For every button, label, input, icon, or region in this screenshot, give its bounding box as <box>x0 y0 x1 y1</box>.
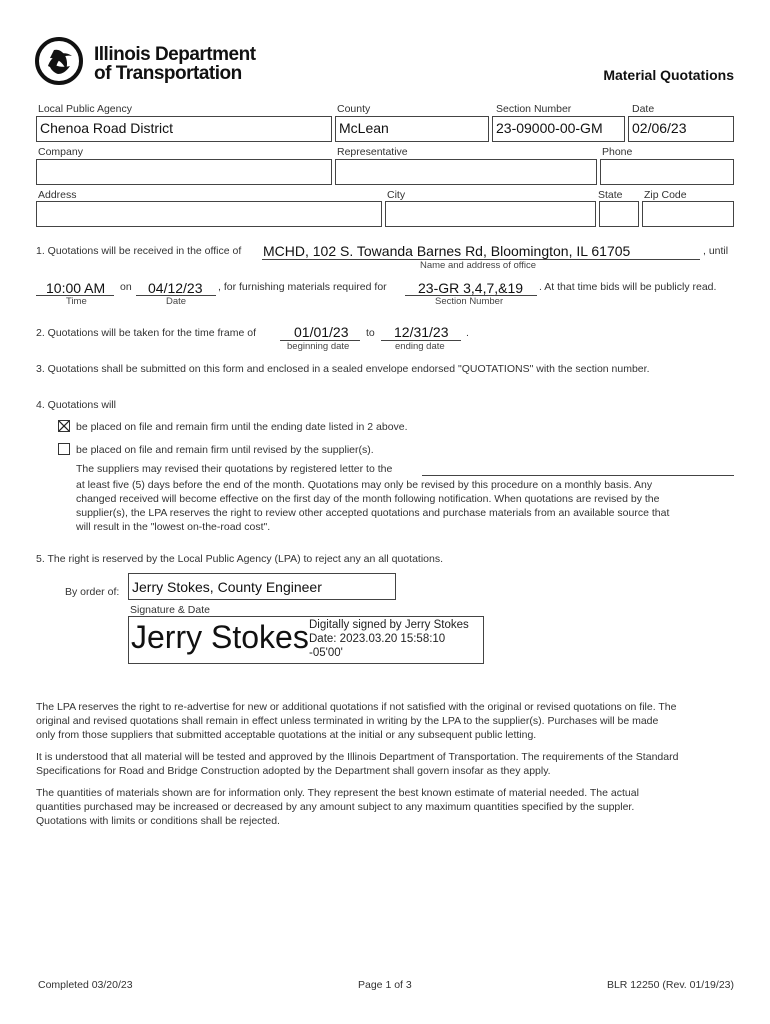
label-phone: Phone <box>602 146 633 158</box>
phone-field[interactable] <box>600 159 734 185</box>
revise-line2: at least five (5) days before the end of the month. Quotations may only be revised by this procedure on a monthly basis. Any <box>76 479 653 491</box>
date-value: 02/06/23 <box>632 120 687 136</box>
item1-text: 1. Quotations will be received in the office of <box>36 245 242 257</box>
paragraph-testing <box>36 750 736 778</box>
office-caption: Name and address of office <box>420 260 537 271</box>
label-address: Address <box>38 189 77 201</box>
digital-signature-line1: Digitally signed by Jerry Stokes <box>309 619 469 631</box>
address-field[interactable] <box>36 201 382 227</box>
by-order-label: By order of: <box>65 586 120 598</box>
idot-logo-icon <box>34 36 84 86</box>
begin-date-caption: beginning date <box>287 341 350 352</box>
time-value[interactable]: 10:00 AM <box>46 280 106 296</box>
paragraph-quantities <box>36 786 736 828</box>
signature-field[interactable] <box>128 616 484 664</box>
item1-until: , until <box>703 245 729 257</box>
by-order-field[interactable] <box>128 573 396 600</box>
date-field[interactable] <box>628 116 734 142</box>
p1-line3: only from those suppliers that submitted acceptable quotations at the initial or any subsequent public letting. <box>36 729 537 741</box>
p3-line2: quantities purchased may be increased or decreased by any amount subject to any maximum quantities specified by the suppler. <box>36 801 635 813</box>
end-date-caption: ending date <box>395 341 445 352</box>
county-field[interactable] <box>335 116 489 142</box>
option2-label: be placed on file and remain firm until revised by the supplier(s). <box>76 444 374 456</box>
local-public-agency-value: Chenoa Road District <box>40 120 174 136</box>
section-number-field[interactable] <box>492 116 625 142</box>
office-value[interactable]: MCHD, 102 S. Towanda Barnes Rd, Bloomington, IL 61705 <box>263 243 631 259</box>
label-city: City <box>387 189 406 201</box>
paragraph-readvertise <box>36 700 736 742</box>
county-value: McLean <box>339 120 389 136</box>
furnishing-text: , for furnishing materials required for <box>218 281 387 293</box>
representative-field[interactable] <box>335 159 597 185</box>
label-date: Date <box>632 103 655 115</box>
label-section-number: Section Number <box>496 103 572 115</box>
local-public-agency-field[interactable] <box>36 116 332 142</box>
org-name-line1: Illinois Department <box>94 44 256 65</box>
city-field[interactable] <box>385 201 596 227</box>
label-local-public-agency: Local Public Agency <box>38 103 132 115</box>
to-text: to <box>366 327 375 339</box>
zip-field[interactable] <box>642 201 734 227</box>
item1-tail: . At that time bids will be publicly read. <box>539 281 717 293</box>
checkmark-x-icon <box>59 421 69 431</box>
item2-period: . <box>466 327 469 339</box>
p2-line1: It is understood that all material will be tested and approved by the Illinois Department of Transportation. The requirements of the Standard <box>36 751 679 763</box>
revise-line3: changed received will become effective on the first day of the month following notification. When quotations are revised by the <box>76 493 660 505</box>
end-date-value[interactable]: 12/31/23 <box>394 324 449 340</box>
date-value-item1[interactable]: 04/12/23 <box>148 280 203 296</box>
revise-line1: The suppliers may revised their quotations by registered letter to the <box>76 463 393 475</box>
label-representative: Representative <box>337 146 408 158</box>
signature-name: Jerry Stokes <box>131 619 309 655</box>
org-name-line2: of Transportation <box>94 63 242 84</box>
item3-text: 3. Quotations shall be submitted on this form and enclosed in a sealed envelope endorsed "QUOTATIONS" with the section number. <box>36 363 650 375</box>
p3-line3: Quotations with limits or conditions shall be rejected. <box>36 815 280 827</box>
date-caption-item1: Date <box>166 296 187 307</box>
item2-text: 2. Quotations will be taken for the time frame of <box>36 327 257 339</box>
footer-page-number: Page 1 of 3 <box>358 979 412 991</box>
digital-signature-line2: Date: 2023.03.20 15:58:10 <box>309 633 446 645</box>
digital-signature-line3: -05'00' <box>309 647 343 659</box>
idot-logo <box>34 36 84 86</box>
time-caption: Time <box>66 296 87 307</box>
footer-form-number: BLR 12250 (Rev. 01/19/23) <box>606 979 734 991</box>
p2-line2: Specifications for Road and Bridge Construction adopted by the Department shall govern insofar as they apply. <box>36 765 551 777</box>
signature-date-label: Signature & Date <box>130 604 210 616</box>
option1-label: be placed on file and remain firm until the ending date listed in 2 above. <box>76 421 408 433</box>
label-company: Company <box>38 146 83 158</box>
company-field[interactable] <box>36 159 332 185</box>
label-state: State <box>598 189 623 201</box>
by-order-value: Jerry Stokes, County Engineer <box>132 579 322 595</box>
revise-line5: will result in the "lowest on-the-road cost". <box>76 521 271 533</box>
form-title: Material Quotations <box>603 67 734 83</box>
p3-line1: The quantities of materials shown are for information only. They represent the best known estimate of material needed. The actual <box>36 787 639 799</box>
option2-checkbox[interactable] <box>58 443 70 455</box>
p1-line1: The LPA reserves the right to re-advertise for new or additional quotations if not satisfied with the original or revised quotations on file. The <box>36 701 677 713</box>
item4-text: 4. Quotations will <box>36 399 116 411</box>
section-number-value: 23-09000-00-GM <box>496 120 603 136</box>
option1-checkbox[interactable] <box>58 420 70 432</box>
on-text: on <box>120 281 132 293</box>
section-value-item1[interactable]: 23-GR 3,4,7,&19 <box>418 280 524 296</box>
section-caption-item1: Section Number <box>435 296 504 307</box>
begin-date-value[interactable]: 01/01/23 <box>294 324 349 340</box>
revise-line4: supplier(s), the LPA reserves the right to review other accepted quotations and purchase materials from an available source that <box>76 507 670 519</box>
footer-completed: Completed 03/20/23 <box>38 979 133 991</box>
label-zip: Zip Code <box>644 189 687 201</box>
item5-text: 5. The right is reserved by the Local Public Agency (LPA) to reject any an all quotations. <box>36 553 444 565</box>
state-field[interactable] <box>599 201 639 227</box>
p1-line2: original and revised quotations shall remain in effect unless terminated in writing by the LPA to the supplier(s). Purchases will be made <box>36 715 659 727</box>
revise-address-underline[interactable] <box>422 475 734 476</box>
label-county: County <box>337 103 371 115</box>
